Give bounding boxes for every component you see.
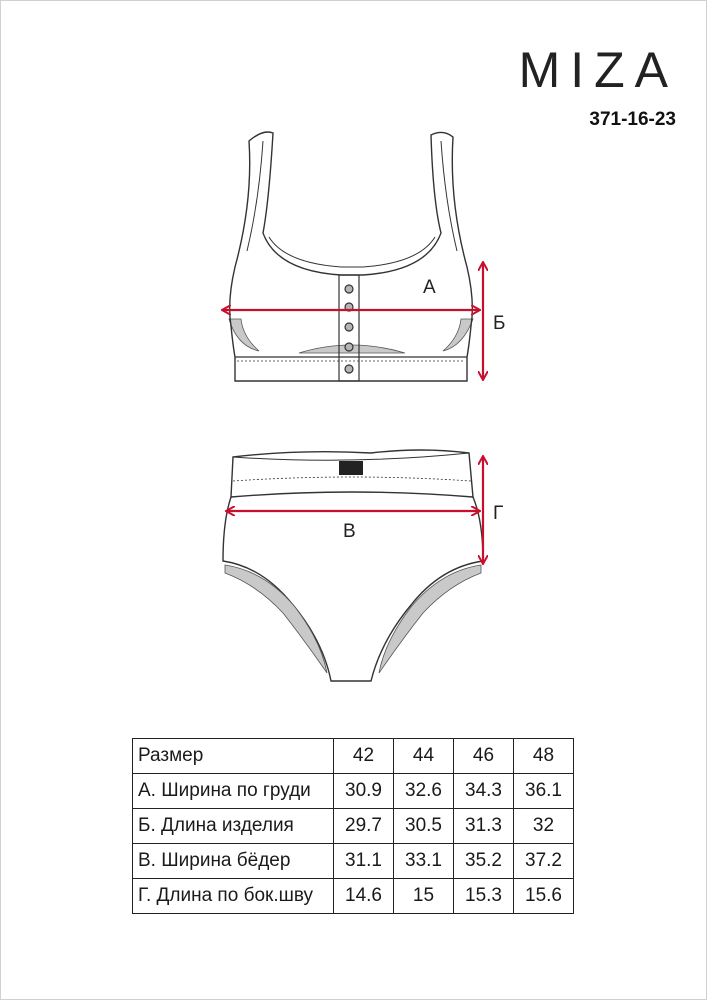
row-value: 33.1	[394, 844, 454, 879]
size-header-44: 44	[394, 739, 454, 774]
button-5	[345, 365, 353, 373]
row-value: 29.7	[334, 809, 394, 844]
technical-drawing	[1, 1, 707, 721]
row-value: 30.5	[394, 809, 454, 844]
size-header-label: Размер	[133, 739, 334, 774]
row-label: А. Ширина по груди	[133, 774, 334, 809]
briefs-leg-left	[225, 565, 327, 673]
row-label: В. Ширина бёдер	[133, 844, 334, 879]
measure-label-v: В	[343, 521, 356, 542]
row-value: 32	[514, 809, 574, 844]
row-value: 34.3	[454, 774, 514, 809]
bra-buttons	[345, 285, 353, 373]
row-value: 35.2	[454, 844, 514, 879]
size-header-48: 48	[514, 739, 574, 774]
row-value: 31.3	[454, 809, 514, 844]
briefs-drawing	[223, 450, 483, 681]
briefs-label-patch	[339, 461, 363, 475]
table-row	[133, 844, 574, 879]
briefs-leg-right	[379, 565, 481, 673]
size-header-42: 42	[334, 739, 394, 774]
row-value: 14.6	[334, 879, 394, 914]
row-value: 37.2	[514, 844, 574, 879]
briefs-waistband-stitch	[233, 477, 471, 481]
table-row	[133, 879, 574, 914]
article-number: 371-16-23	[589, 109, 676, 130]
size-table	[132, 738, 574, 914]
measure-label-a: А	[423, 277, 436, 298]
row-label: Г. Длина по бок.шву	[133, 879, 334, 914]
row-value: 15.3	[454, 879, 514, 914]
size-header-46: 46	[454, 739, 514, 774]
row-value: 15.6	[514, 879, 574, 914]
table-row	[133, 774, 574, 809]
button-4	[345, 343, 353, 351]
brand-logo: MIZA	[518, 42, 678, 98]
size-table-header-row	[133, 739, 574, 774]
table-row	[133, 809, 574, 844]
row-value: 36.1	[514, 774, 574, 809]
button-1	[345, 285, 353, 293]
row-value: 31.1	[334, 844, 394, 879]
measure-label-g: Г	[493, 503, 504, 524]
row-label: Б. Длина изделия	[133, 809, 334, 844]
row-value: 30.9	[334, 774, 394, 809]
row-value: 32.6	[394, 774, 454, 809]
row-value: 15	[394, 879, 454, 914]
button-3	[345, 323, 353, 331]
measure-label-b: Б	[493, 313, 506, 334]
bra-neckline-binding	[269, 237, 435, 267]
